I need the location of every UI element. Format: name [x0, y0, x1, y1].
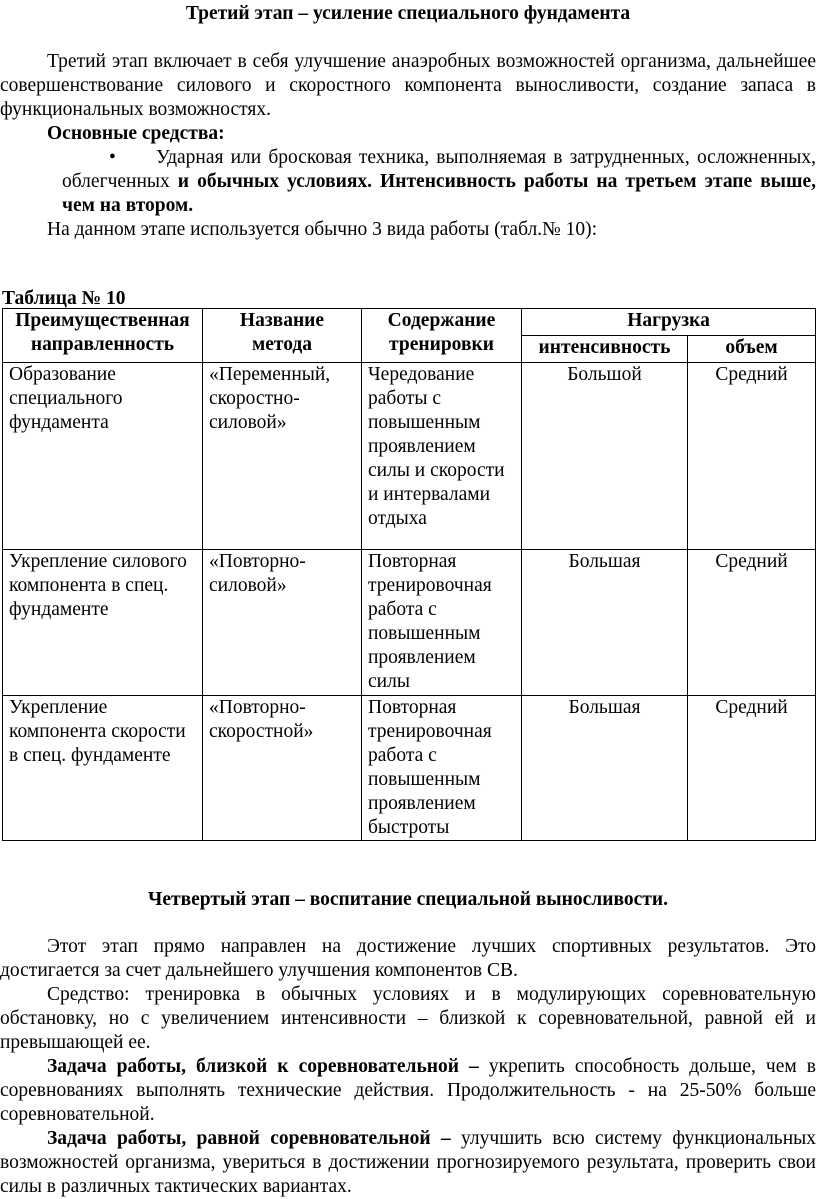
cell-method: «Переменный, скоростно-силовой»	[203, 363, 362, 550]
bullet-text	[62, 146, 816, 218]
section4-p3	[0, 1055, 816, 1127]
cell-method: «Повторно-силовой»	[203, 550, 362, 696]
cell-method: «Повторно-скоростной»	[203, 696, 362, 841]
section4-p3-bold: Задача работы, близкой к соревновательной –	[47, 1056, 479, 1077]
header-volume: объем	[688, 336, 816, 363]
section4-p4-bold: Задача работы, равной соревновательной –	[47, 1128, 451, 1149]
cell-content: Чередование работы с повышенным проявлением силы и скорости и интервалами отдыха	[362, 363, 522, 550]
header-method: Название метода	[203, 309, 362, 363]
cell-volume: Средний	[688, 550, 816, 696]
bullet-bold-text: и обычных условиях. Интенсивность работы на третьем этапе выше, чем на втором.	[62, 171, 816, 216]
table-intro: На данном этапе используется обычно 3 вида работы (табл.№ 10):	[47, 219, 598, 240]
table-row	[3, 696, 816, 841]
cell-direction: Образование специального фундамента	[3, 363, 203, 550]
cell-content: Повторная тренировочная работа с повышенным проявлением быстроты	[362, 696, 522, 841]
header-direction: Преимущественная направленность	[3, 309, 203, 363]
cell-volume: Средний	[688, 363, 816, 550]
section3-intro: Третий этап включает в себя улучшение анаэробных возможностей организма, дальнейшее совершенствование силового и скоростного компонента выносливости, создание запаса в функциональных возможностях.	[0, 51, 816, 120]
section3-title: Третий этап – усиление специального фундамента	[185, 3, 631, 24]
section4-p3-text: укрепить способность дольше, чем в соревнованиях выполнять технические действия. Продолжительность - на 25-50% больше соревновательной.	[0, 1056, 816, 1125]
means-label-text: Основные средства:	[47, 123, 225, 144]
bullet-icon: •	[109, 147, 116, 168]
section4-p1: Этот этап прямо направлен на достижение лучших спортивных результатов. Это достигается за счет дальнейшего улучшения компонентов СВ.	[0, 936, 816, 981]
cell-content: Повторная тренировочная работа с повышенным проявлением силы	[362, 550, 522, 696]
section4-p4-text: улучшить всю систему функциональных возможностей организма, увериться в достижении прогнозируемого результата, проверить свои силы в различных тактических вариантах.	[0, 1128, 816, 1197]
methods-table	[2, 308, 816, 841]
section4-p4	[0, 1127, 816, 1199]
header-load: Нагрузка	[522, 309, 816, 336]
section4-p2: Средство: тренировка в обычных условиях и в модулирующих соревновательную обстановку, но с увеличением интенсивности – близкой к соревновательной, равной ей и превышающей ее.	[0, 984, 816, 1053]
header-content: Содержание тренировки	[362, 309, 522, 363]
means-label	[0, 122, 816, 146]
table-caption: Таблица № 10	[2, 288, 126, 309]
bullet-normal-text: Ударная или бросковая техника, выполняемая в затрудненных, осложненных, облегченных	[62, 147, 816, 192]
cell-intensity: Большая	[522, 696, 688, 841]
table-header-row	[3, 309, 816, 336]
cell-intensity: Большая	[522, 550, 688, 696]
cell-intensity: Большой	[522, 363, 688, 550]
section4-title: Четвертый этап – воспитание специальной выносливости.	[148, 889, 668, 910]
table-row	[3, 363, 816, 550]
table-row	[3, 550, 816, 696]
header-intensity: интенсивность	[522, 336, 688, 363]
cell-direction: Укрепление компонента скорости в спец. фундаменте	[3, 696, 203, 841]
bullet-item	[62, 146, 816, 218]
cell-direction: Укрепление силового компонента в спец. фундаменте	[3, 550, 203, 696]
cell-volume: Средний	[688, 696, 816, 841]
